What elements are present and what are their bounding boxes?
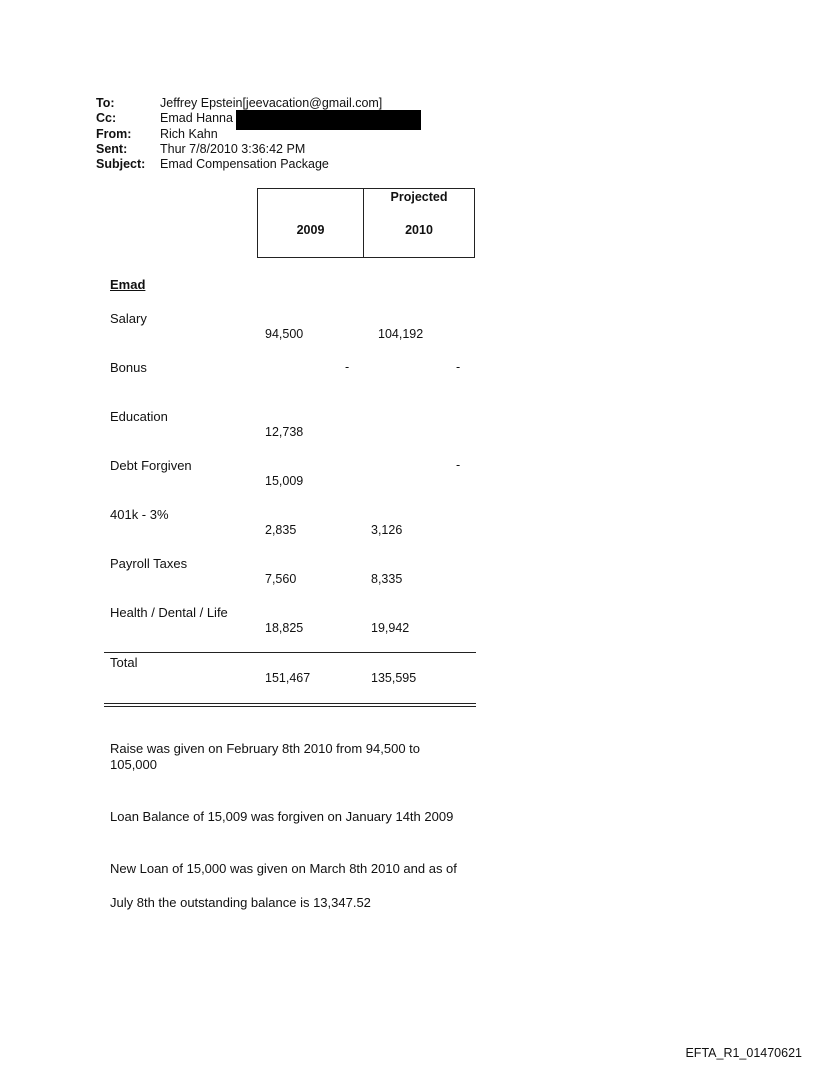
value-401k-2010: 3,126	[371, 523, 403, 537]
table-header-bottom-border	[257, 257, 475, 258]
row-label-education: Education	[110, 409, 168, 424]
to-label: To:	[96, 96, 115, 110]
value-debt-forgiven-2009: 15,009	[265, 474, 304, 488]
to-value: Jeffrey Epstein[jeevacation@gmail.com]	[160, 96, 383, 110]
note-raise: Raise was given on February 8th 2010 from 94,500 to 105,000	[110, 741, 421, 772]
value-health-2010: 19,942	[371, 621, 410, 635]
row-label-payroll-taxes: Payroll Taxes	[110, 556, 188, 571]
value-salary-2009: 94,500	[265, 327, 304, 341]
note-loan-forgiven: Loan Balance of 15,009 was forgiven on January 14th 2009	[110, 809, 454, 824]
from-label: From:	[96, 127, 132, 141]
total-top-rule	[104, 652, 476, 653]
cc-value: Emad Hanna	[160, 111, 233, 125]
section-title: Emad	[110, 277, 146, 292]
row-label-bonus: Bonus	[110, 360, 147, 375]
column-header-2009: 2009	[296, 223, 325, 237]
total-double-rule-upper	[104, 703, 476, 704]
note-new-loan-line-2: July 8th the outstanding balance is 13,347.52	[110, 895, 371, 910]
row-label-health: Health / Dental / Life	[110, 605, 228, 620]
document-id: EFTA_R1_01470621	[685, 1046, 802, 1060]
cc-label: Cc:	[96, 111, 117, 125]
subject-value: Emad Compensation Package	[160, 157, 329, 171]
redaction-block	[236, 110, 421, 130]
row-label-debt-forgiven: Debt Forgiven	[110, 458, 192, 473]
note-new-loan-line-1: New Loan of 15,000 was given on March 8th 2010 and as of	[110, 861, 457, 876]
value-debt-forgiven-2010: -	[456, 458, 461, 472]
sent-value: Thur 7/8/2010 3:36:42 PM	[160, 142, 306, 156]
value-education-2009: 12,738	[265, 425, 304, 439]
value-bonus-2010: -	[456, 360, 461, 374]
subject-label: Subject:	[96, 157, 146, 171]
table-header-right-border	[474, 188, 475, 258]
value-salary-2010: 104,192	[378, 327, 424, 341]
total-double-rule-lower	[104, 706, 476, 707]
value-payroll-taxes-2009: 7,560	[265, 572, 297, 586]
from-value: Rich Kahn	[160, 127, 218, 141]
value-health-2009: 18,825	[265, 621, 304, 635]
row-label-total: Total	[110, 655, 138, 670]
column-header-2010: 2010	[405, 223, 433, 237]
row-label-401k: 401k - 3%	[110, 507, 169, 522]
column-header-projected: Projected	[390, 190, 448, 204]
value-401k-2009: 2,835	[265, 523, 297, 537]
sent-label: Sent:	[96, 142, 128, 156]
table-header-top-border	[257, 188, 475, 189]
value-bonus-2009: -	[345, 360, 350, 374]
value-total-2009: 151,467	[265, 671, 311, 685]
row-label-salary: Salary	[110, 311, 147, 326]
value-total-2010: 135,595	[371, 671, 417, 685]
value-payroll-taxes-2010: 8,335	[371, 572, 403, 586]
